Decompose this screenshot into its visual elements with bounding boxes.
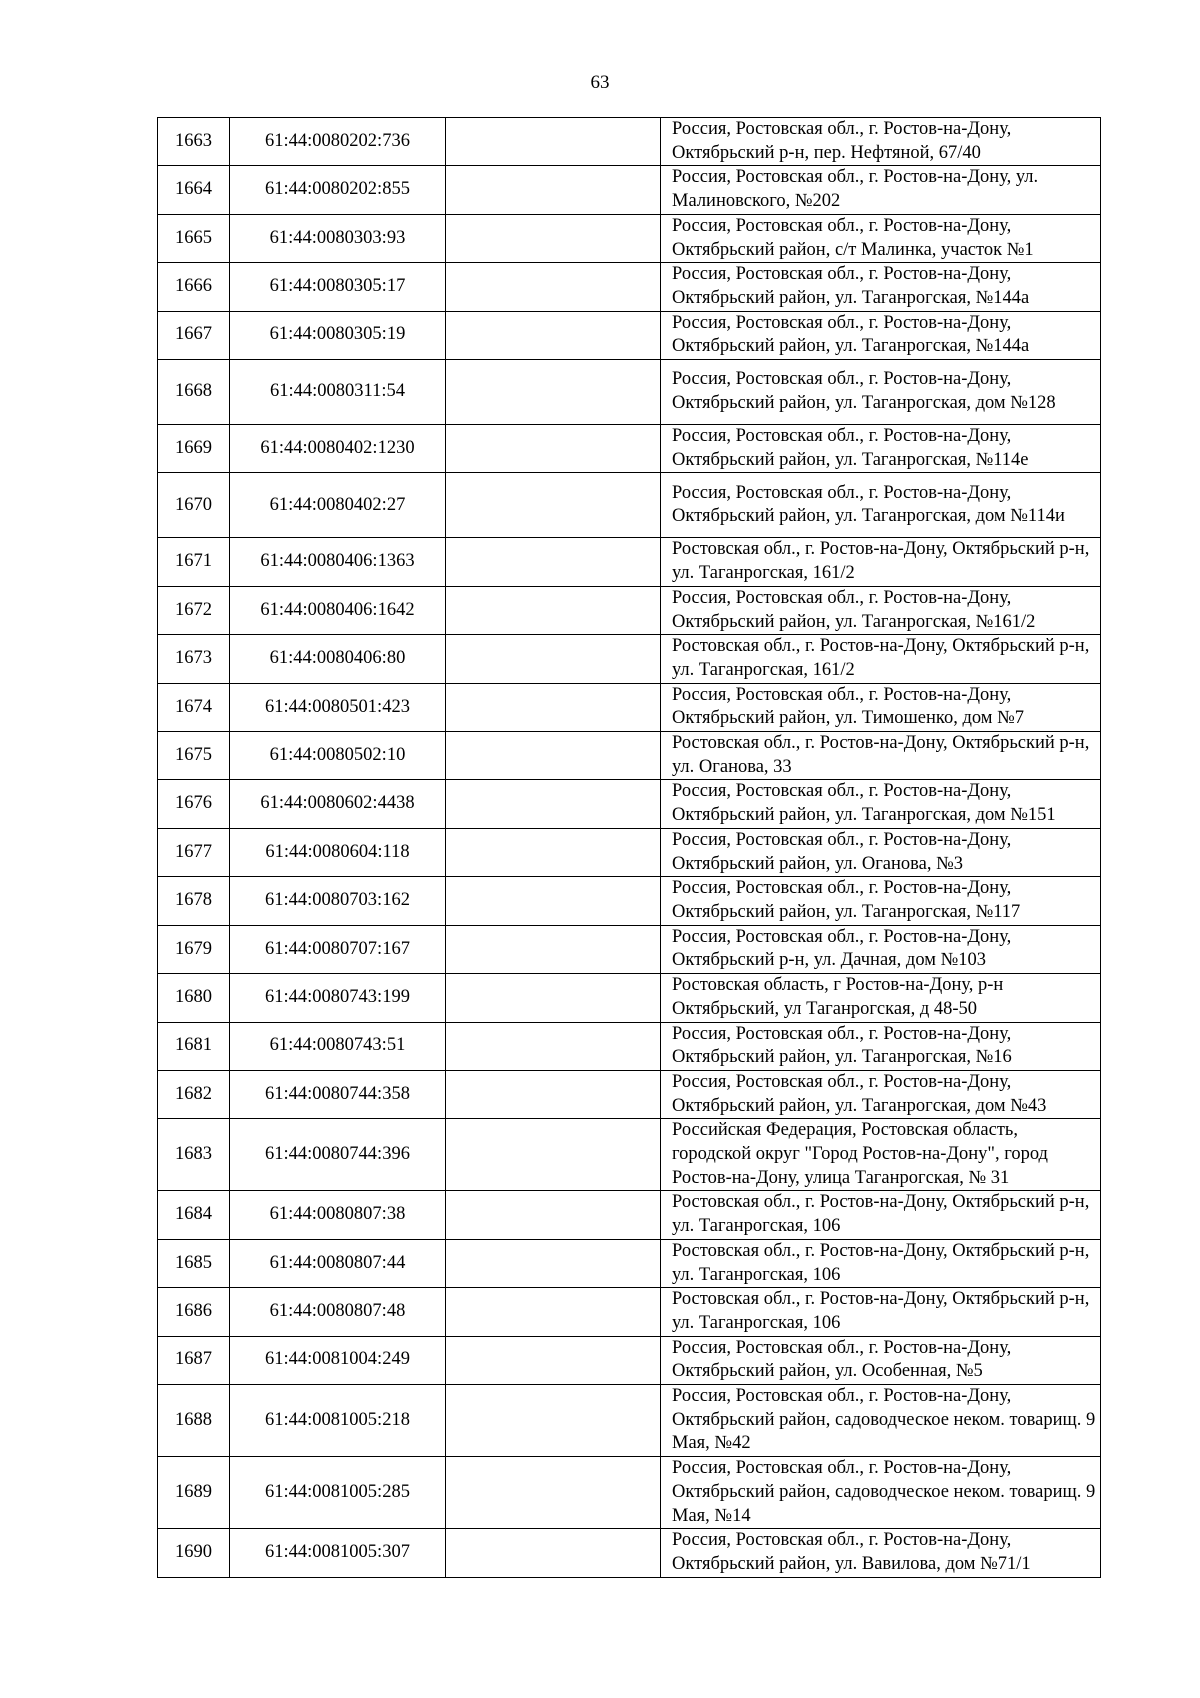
empty-cell	[446, 1336, 661, 1384]
empty-cell	[446, 635, 661, 683]
empty-cell	[446, 1070, 661, 1118]
table-row	[158, 780, 1101, 828]
table-row	[158, 473, 1101, 538]
row-number-cell: 1672	[158, 586, 230, 634]
cadastral-number-cell: 61:44:0080743:51	[230, 1022, 446, 1070]
address-cell: Россия, Ростовская обл., г. Ростов-на-Дону, Октябрьский р-н, ул. Дачная, дом №103	[661, 925, 1101, 973]
row-number-cell: 1686	[158, 1288, 230, 1336]
empty-cell	[446, 538, 661, 586]
table-row	[158, 877, 1101, 925]
address-cell: Россия, Ростовская обл., г. Ростов-на-Дону, ул. Малиновского, №202	[661, 166, 1101, 214]
cadastral-number-cell: 61:44:0080703:162	[230, 877, 446, 925]
table-row	[158, 1191, 1101, 1239]
address-cell: Россия, Ростовская обл., г. Ростов-на-Дону, Октябрьский район, ул. Таганрогская, дом №128	[661, 360, 1101, 425]
cadastral-number-cell: 61:44:0080807:38	[230, 1191, 446, 1239]
empty-cell	[446, 1457, 661, 1529]
table-row	[158, 118, 1101, 166]
table-row	[158, 1239, 1101, 1287]
address-cell: Ростовская обл., г. Ростов-на-Дону, Октябрьский р-н, ул. Таганрогская, 106	[661, 1288, 1101, 1336]
table-row	[158, 263, 1101, 311]
row-number-cell: 1690	[158, 1529, 230, 1577]
table-row	[158, 683, 1101, 731]
row-number-cell: 1666	[158, 263, 230, 311]
row-number-cell: 1667	[158, 311, 230, 359]
cadastral-number-cell: 61:44:0080311:54	[230, 360, 446, 425]
cadastral-number-cell: 61:44:0080202:736	[230, 118, 446, 166]
row-number-cell: 1663	[158, 118, 230, 166]
address-cell: Ростовская обл., г. Ростов-на-Дону, Октябрьский р-н, ул. Таганрогская, 106	[661, 1239, 1101, 1287]
cadastral-number-cell: 61:44:0080807:44	[230, 1239, 446, 1287]
empty-cell	[446, 828, 661, 876]
cadastral-number-cell: 61:44:0080305:17	[230, 263, 446, 311]
row-number-cell: 1680	[158, 974, 230, 1022]
empty-cell	[446, 1239, 661, 1287]
row-number-cell: 1673	[158, 635, 230, 683]
cadastral-number-cell: 61:44:0081004:249	[230, 1336, 446, 1384]
empty-cell	[446, 925, 661, 973]
page-number: 63	[590, 72, 610, 93]
cadastral-number-cell: 61:44:0081005:307	[230, 1529, 446, 1577]
table-row	[158, 425, 1101, 473]
address-cell: Российская Федерация, Ростовская область, городской округ "Город Ростов-на-Дону", город Ростов-на-Дону, улица Таганрогская, № 31	[661, 1119, 1101, 1191]
cadastral-number-cell: 61:44:0080402:1230	[230, 425, 446, 473]
address-cell: Россия, Ростовская обл., г. Ростов-на-Дону, Октябрьский район, ул. Таганрогская, №117	[661, 877, 1101, 925]
empty-cell	[446, 586, 661, 634]
cadastral-number-cell: 61:44:0080406:1363	[230, 538, 446, 586]
table-row	[158, 732, 1101, 780]
row-number-cell: 1687	[158, 1336, 230, 1384]
row-number-cell: 1681	[158, 1022, 230, 1070]
address-cell: Россия, Ростовская обл., г. Ростов-на-Дону, Октябрьский район, ул. Таганрогская, №16	[661, 1022, 1101, 1070]
row-number-cell: 1678	[158, 877, 230, 925]
row-number-cell: 1682	[158, 1070, 230, 1118]
table-row	[158, 828, 1101, 876]
table-row	[158, 925, 1101, 973]
row-number-cell: 1683	[158, 1119, 230, 1191]
table-row	[158, 166, 1101, 214]
row-number-cell: 1689	[158, 1457, 230, 1529]
cadastral-number-cell: 61:44:0080744:396	[230, 1119, 446, 1191]
empty-cell	[446, 166, 661, 214]
row-number-cell: 1684	[158, 1191, 230, 1239]
table-row	[158, 1288, 1101, 1336]
row-number-cell: 1668	[158, 360, 230, 425]
cadastral-number-cell: 61:44:0080406:1642	[230, 586, 446, 634]
address-cell: Россия, Ростовская обл., г. Ростов-на-Дону, Октябрьский район, с/т Малинка, участок №1	[661, 214, 1101, 262]
address-cell: Россия, Ростовская обл., г. Ростов-на-Дону, Октябрьский р-н, пер. Нефтяной, 67/40	[661, 118, 1101, 166]
cadastral-number-cell: 61:44:0080202:855	[230, 166, 446, 214]
cadastral-number-cell: 61:44:0080707:167	[230, 925, 446, 973]
empty-cell	[446, 732, 661, 780]
cadastral-number-cell: 61:44:0080303:93	[230, 214, 446, 262]
cadastral-number-cell: 61:44:0080604:118	[230, 828, 446, 876]
address-cell: Россия, Ростовская обл., г. Ростов-на-Дону, Октябрьский район, ул. Таганрогская, дом №114и	[661, 473, 1101, 538]
address-cell: Россия, Ростовская обл., г. Ростов-на-Дону, Октябрьский район, ул. Таганрогская, №144а	[661, 263, 1101, 311]
table-row	[158, 538, 1101, 586]
table-body	[158, 118, 1101, 1578]
empty-cell	[446, 118, 661, 166]
table-row	[158, 586, 1101, 634]
land-plot-table	[157, 117, 1101, 1578]
empty-cell	[446, 425, 661, 473]
empty-cell	[446, 214, 661, 262]
row-number-cell: 1671	[158, 538, 230, 586]
empty-cell	[446, 360, 661, 425]
address-cell: Ростовская область, г Ростов-на-Дону, р-н Октябрьский, ул Таганрогская, д 48-50	[661, 974, 1101, 1022]
empty-cell	[446, 473, 661, 538]
cadastral-number-cell: 61:44:0080807:48	[230, 1288, 446, 1336]
row-number-cell: 1670	[158, 473, 230, 538]
address-cell: Ростовская обл., г. Ростов-на-Дону, Октябрьский р-н, ул. Оганова, 33	[661, 732, 1101, 780]
table-row	[158, 1022, 1101, 1070]
table-row	[158, 311, 1101, 359]
table-row	[158, 360, 1101, 425]
address-cell: Россия, Ростовская обл., г. Ростов-на-Дону, Октябрьский район, ул. Таганрогская, №161/2	[661, 586, 1101, 634]
table-row	[158, 1529, 1101, 1577]
table-row	[158, 214, 1101, 262]
empty-cell	[446, 1119, 661, 1191]
row-number-cell: 1679	[158, 925, 230, 973]
address-cell: Россия, Ростовская обл., г. Ростов-на-Дону, Октябрьский район, садоводческое неком. товарищ. 9 Мая, №14	[661, 1457, 1101, 1529]
table-row	[158, 1385, 1101, 1457]
cadastral-number-cell: 61:44:0080305:19	[230, 311, 446, 359]
empty-cell	[446, 1022, 661, 1070]
row-number-cell: 1675	[158, 732, 230, 780]
address-cell: Россия, Ростовская обл., г. Ростов-на-Дону, Октябрьский район, ул. Особенная, №5	[661, 1336, 1101, 1384]
address-cell: Россия, Ростовская обл., г. Ростов-на-Дону, Октябрьский район, ул. Вавилова, дом №71/1	[661, 1529, 1101, 1577]
table-row	[158, 1070, 1101, 1118]
cadastral-number-cell: 61:44:0080502:10	[230, 732, 446, 780]
row-number-cell: 1677	[158, 828, 230, 876]
address-cell: Ростовская обл., г. Ростов-на-Дону, Октябрьский р-н, ул. Таганрогская, 161/2	[661, 538, 1101, 586]
table-row	[158, 1119, 1101, 1191]
row-number-cell: 1664	[158, 166, 230, 214]
row-number-cell: 1674	[158, 683, 230, 731]
table-row	[158, 635, 1101, 683]
empty-cell	[446, 1191, 661, 1239]
cadastral-number-cell: 61:44:0080501:423	[230, 683, 446, 731]
address-cell: Россия, Ростовская обл., г. Ростов-на-Дону, Октябрьский район, ул. Таганрогская, дом №43	[661, 1070, 1101, 1118]
cadastral-number-cell: 61:44:0080602:4438	[230, 780, 446, 828]
address-cell: Россия, Ростовская обл., г. Ростов-на-Дону, Октябрьский район, ул. Таганрогская, №114е	[661, 425, 1101, 473]
empty-cell	[446, 1288, 661, 1336]
empty-cell	[446, 683, 661, 731]
table-row	[158, 974, 1101, 1022]
row-number-cell: 1665	[158, 214, 230, 262]
cadastral-number-cell: 61:44:0081005:218	[230, 1385, 446, 1457]
empty-cell	[446, 974, 661, 1022]
row-number-cell: 1685	[158, 1239, 230, 1287]
cadastral-number-cell: 61:44:0080744:358	[230, 1070, 446, 1118]
address-cell: Россия, Ростовская обл., г. Ростов-на-Дону, Октябрьский район, садоводческое неком. товарищ. 9 Мая, №42	[661, 1385, 1101, 1457]
row-number-cell: 1676	[158, 780, 230, 828]
empty-cell	[446, 877, 661, 925]
address-cell: Россия, Ростовская обл., г. Ростов-на-Дону, Октябрьский район, ул. Таганрогская, дом №151	[661, 780, 1101, 828]
empty-cell	[446, 780, 661, 828]
empty-cell	[446, 263, 661, 311]
row-number-cell: 1688	[158, 1385, 230, 1457]
address-cell: Россия, Ростовская обл., г. Ростов-на-Дону, Октябрьский район, ул. Таганрогская, №144а	[661, 311, 1101, 359]
empty-cell	[446, 311, 661, 359]
row-number-cell: 1669	[158, 425, 230, 473]
cadastral-number-cell: 61:44:0080402:27	[230, 473, 446, 538]
table-row	[158, 1336, 1101, 1384]
cadastral-number-cell: 61:44:0080406:80	[230, 635, 446, 683]
address-cell: Россия, Ростовская обл., г. Ростов-на-Дону, Октябрьский район, ул. Оганова, №3	[661, 828, 1101, 876]
cadastral-number-cell: 61:44:0081005:285	[230, 1457, 446, 1529]
cadastral-number-cell: 61:44:0080743:199	[230, 974, 446, 1022]
table-row	[158, 1457, 1101, 1529]
address-cell: Ростовская обл., г. Ростов-на-Дону, Октябрьский р-н, ул. Таганрогская, 161/2	[661, 635, 1101, 683]
empty-cell	[446, 1529, 661, 1577]
address-cell: Ростовская обл., г. Ростов-на-Дону, Октябрьский р-н, ул. Таганрогская, 106	[661, 1191, 1101, 1239]
empty-cell	[446, 1385, 661, 1457]
address-cell: Россия, Ростовская обл., г. Ростов-на-Дону, Октябрьский район, ул. Тимошенко, дом №7	[661, 683, 1101, 731]
